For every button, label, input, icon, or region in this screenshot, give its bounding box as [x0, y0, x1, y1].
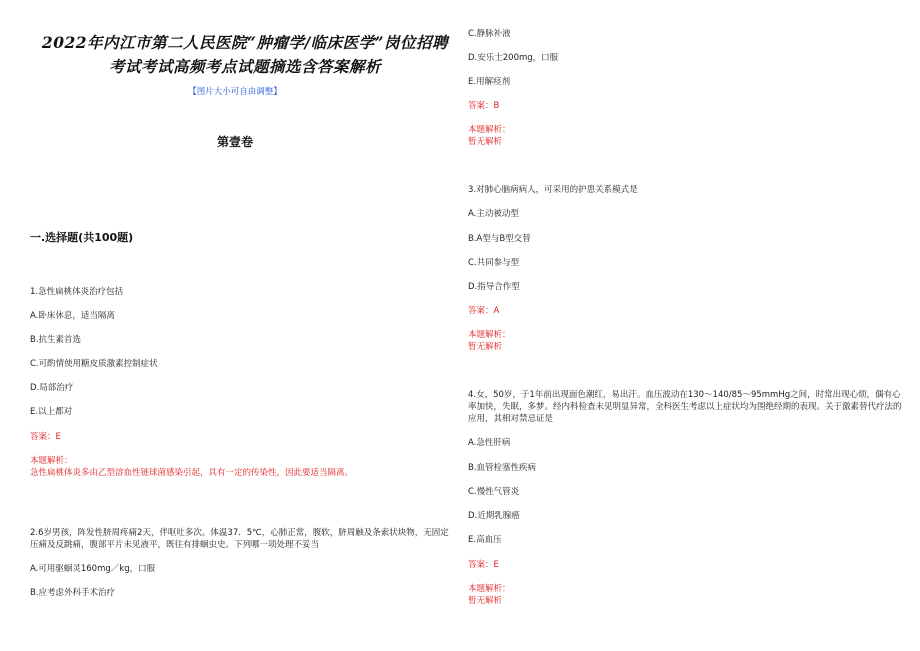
- question-2-option-b: B.应考虑外科手术治疗: [30, 588, 116, 598]
- question-3-analysis: 暂无解析: [468, 342, 503, 352]
- question-4-option-b: B.血管栓塞性疾病: [468, 463, 537, 473]
- document-title-line2: 考试考试高频考点试题摘选含答案解析: [108, 57, 381, 76]
- document-title-line1: 2022年内江市第二人民医院“肿瘤学/临床医学”岗位招聘: [41, 33, 449, 52]
- question-3-analysis-label: 本题解析：: [468, 330, 511, 340]
- question-3-option-a: A.主动被动型: [468, 209, 519, 219]
- question-3-stem: 3.对肺心脑病病人，可采用的护患关系模式是: [468, 185, 638, 195]
- question-4-answer: 答案：E: [468, 560, 499, 570]
- question-2-option-e: E.用解痉剂: [468, 77, 511, 87]
- question-3-option-d: D.指导合作型: [468, 282, 520, 292]
- size-note: 【图片大小可自由调整】: [188, 87, 282, 97]
- question-1-answer: 答案：E: [30, 432, 61, 442]
- question-1-option-d: D.局部治疗: [30, 383, 74, 393]
- section-heading: 一.选择题(共100题): [30, 231, 134, 244]
- question-3-option-b: B.A型与B型交替: [468, 234, 531, 244]
- question-2-option-d: D.安乐士200mg，口服: [468, 53, 559, 63]
- question-1-option-a: A.卧床休息，适当隔离: [30, 311, 115, 321]
- question-2-option-a: A.可用驱蛔灵160mg／kg，口服: [30, 564, 156, 574]
- question-1-option-e: E.以上都对: [30, 407, 73, 417]
- question-4-option-a: A.急性肝病: [468, 438, 511, 448]
- question-1-analysis-label: 本题解析：: [30, 456, 73, 466]
- question-4-option-e: E.高血压: [468, 535, 502, 545]
- question-4-option-c: C.慢性气管炎: [468, 487, 520, 497]
- question-4-analysis-label: 本题解析：: [468, 584, 511, 594]
- question-2-analysis-label: 本题解析：: [468, 125, 511, 135]
- question-4-stem: 4.女，50岁，于1年前出现面色潮红，易出汗。血压波动在130～140/85～95mmHg之间，时常出现心烦，偶有心率加快，失眠，多梦。经内科检查未见明显异常，全科医生考虑以上症状均为围绝经期的表现。关于激素替代疗法的应用，其相对禁忌证是: [468, 390, 902, 424]
- question-1-stem: 1.急性扁桃体炎治疗包括: [30, 287, 124, 297]
- question-3-answer: 答案：A: [468, 306, 500, 316]
- question-4-analysis: 暂无解析: [468, 596, 503, 606]
- volume-heading: 第壹卷: [216, 135, 253, 149]
- question-1-analysis: 急性扁桃体炎多由乙型溶血性链球菌感染引起，具有一定的传染性，因此要适当隔离。: [30, 468, 354, 478]
- question-2-stem: 2.6岁男孩，阵发性脐周疼痛2天，伴呕吐多次。体温37．5℃，心肺正常，腹软，脐周触及条索状块物，无固定压痛及反跳痛，腹部平片未见液平，既往有排蛔虫史。下列哪一项处理不妥当: [30, 528, 449, 550]
- question-1-option-c: C.可酌情使用糖皮质激素控制症状: [30, 359, 158, 369]
- question-4-option-d: D.近期乳腺癌: [468, 511, 520, 521]
- question-2-answer: 答案：B: [468, 101, 500, 111]
- question-1-option-b: B.抗生素首选: [30, 335, 82, 345]
- question-2-option-c: C.静脉补液: [468, 29, 511, 39]
- question-3-option-c: C.共同参与型: [468, 258, 520, 268]
- question-2-analysis: 暂无解析: [468, 137, 503, 147]
